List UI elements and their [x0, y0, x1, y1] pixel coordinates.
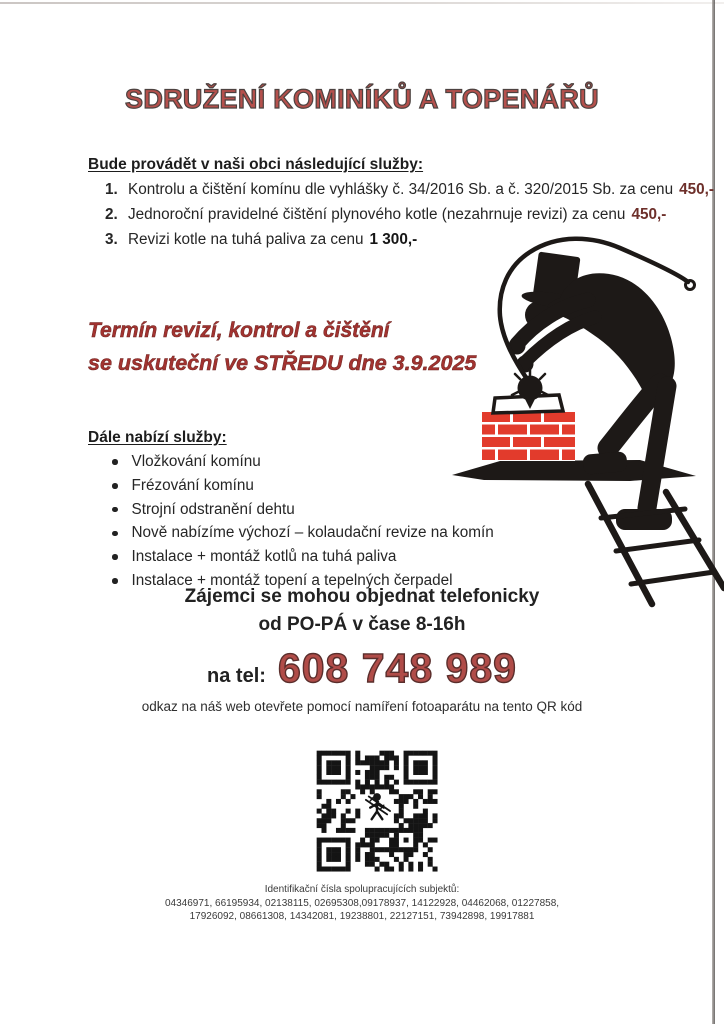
list-item-label: Frézování komínu — [131, 476, 254, 494]
scan-edge-top — [0, 2, 724, 4]
qr-hint-text: odkaz na náš web otevřete pomocí namíření fotoaparátu na tento QR kód — [141, 699, 583, 714]
service-price: 1 300,- — [369, 231, 418, 248]
contact-section — [0, 583, 724, 714]
service-text: Jednoroční pravidelné čištění plynového kotle (nezahrnuje revizi) za cenu — [128, 206, 626, 223]
date-notice-line2: se uskuteční ve STŘEDU dne 3.9.2025 — [88, 351, 477, 375]
phone-row — [0, 645, 724, 692]
bullet-icon — [112, 459, 118, 465]
phone-number: 608 748 989 — [277, 645, 517, 691]
contact-line2: od PO-PÁ v čase 8-16h — [258, 613, 466, 635]
service-number: 2. — [105, 206, 118, 223]
footer-heading: Identifikační čísla spolupracujících subjektů: — [264, 884, 460, 895]
phone-label: na tel: — [207, 665, 266, 687]
footer — [0, 883, 724, 924]
service-number: 3. — [105, 231, 118, 248]
list-item-label: Instalace + montáž topení a tepelných čerpadel — [131, 571, 453, 589]
services-heading: Bude provádět v naši obci následující služby: — [88, 156, 424, 173]
chimney-sweep-illustration — [438, 228, 724, 610]
list-item-label: Vložkování komínu — [131, 453, 261, 470]
more-services-heading: Dále nabízí služby: — [88, 429, 227, 446]
bullet-icon — [112, 531, 118, 537]
service-item — [88, 181, 714, 199]
qr-center-sweep-logo — [366, 793, 390, 819]
date-notice — [88, 314, 476, 380]
service-number: 1. — [105, 181, 118, 198]
qr-code — [307, 741, 447, 881]
date-notice-line1: Termín revizí, kontrol a čištění — [88, 319, 390, 342]
service-price: 450,- — [631, 206, 667, 223]
list-item-label: Nově nabízíme výchozí – kolaudační revize na komín — [131, 524, 494, 542]
service-text: Kontrolu a čištění komínu dle vyhlášky č. 34/2016 Sb. a č. 320/2015 Sb. za cenu — [128, 181, 674, 198]
bullet-icon — [112, 554, 118, 560]
bullet-icon — [112, 507, 118, 513]
contact-line1: Zájemci se mohou objednat telefonicky — [184, 586, 540, 607]
bullet-icon — [112, 483, 118, 489]
footer-ids-line2: 17926092, 08661308, 14342081, 19238801, 22127151, 73942898, 19917881 — [189, 911, 535, 922]
service-text: Revizi kotle na tuhá paliva za cenu — [128, 231, 364, 248]
service-price: 450,- — [679, 181, 714, 198]
footer-ids-line1: 04346971, 66195934, 02138115, 02695308,09178937, 14122928, 04462068, 01227858, — [164, 897, 560, 909]
list-item-label: Strojní odstranění dehtu — [131, 500, 295, 518]
page-title: SDRUŽENÍ KOMINÍKŮ A TOPENÁŘŮ — [125, 84, 599, 114]
list-item-label: Instalace + montáž kotlů na tuhá paliva — [131, 548, 397, 566]
service-item — [88, 206, 688, 224]
